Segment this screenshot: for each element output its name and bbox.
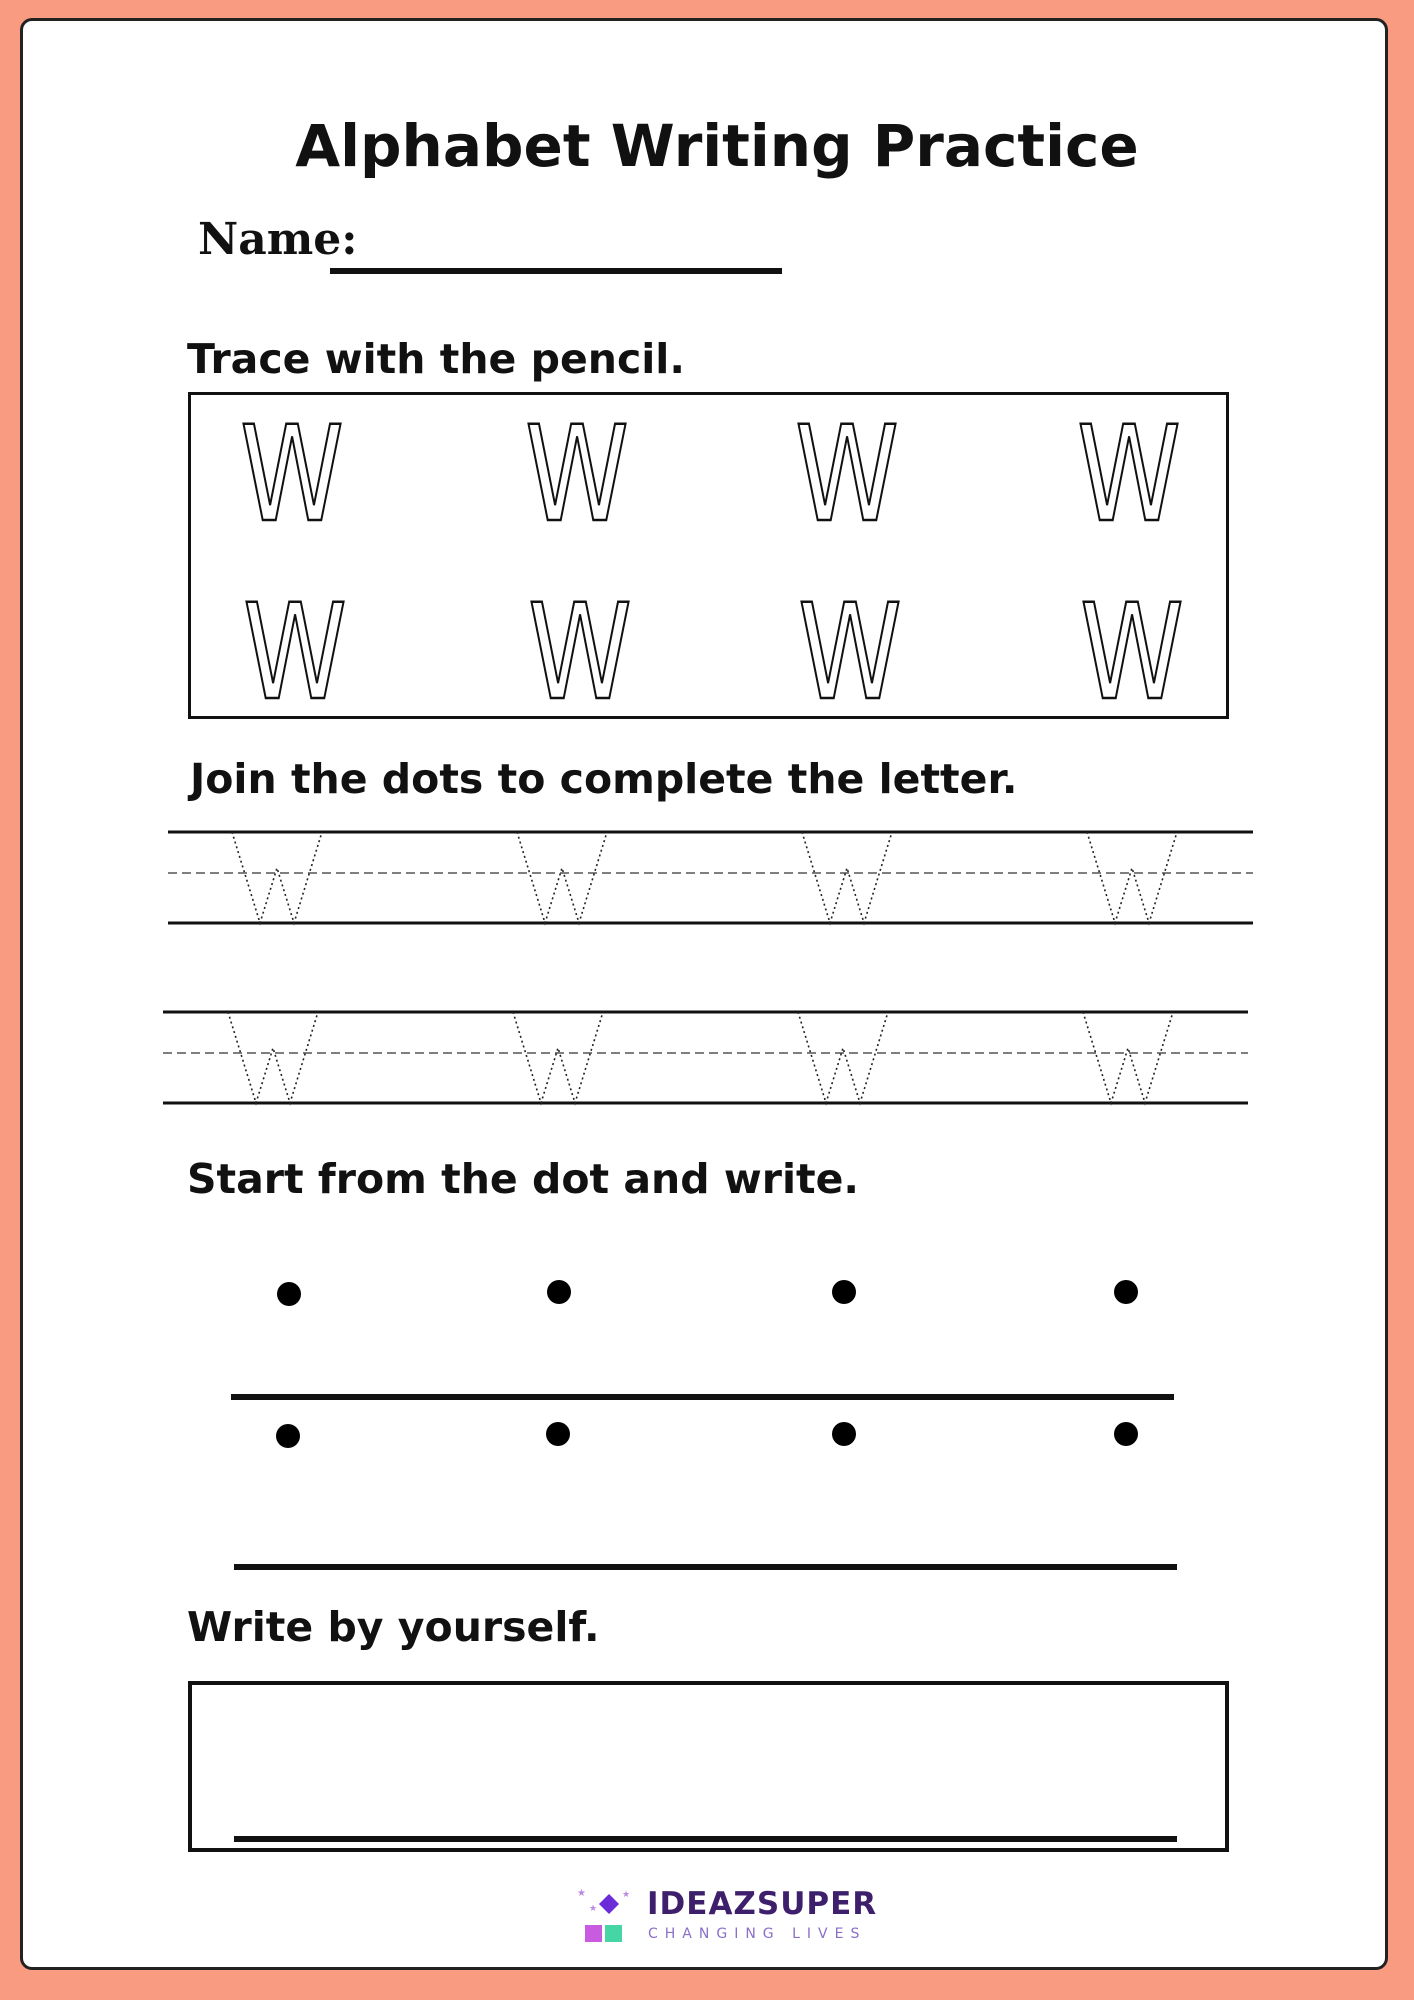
- dotted-letter-row-graphic: [160, 828, 1260, 928]
- dotted-letter-row[interactable]: [160, 828, 1260, 928]
- svg-text:★: ★: [622, 1890, 631, 1900]
- trace-letter-glyph: W: [243, 576, 347, 730]
- dotted-letter-row-graphic: [160, 1008, 1260, 1108]
- trace-letter: [237, 398, 347, 552]
- name-line[interactable]: [330, 268, 782, 274]
- trace-letter-glyph: W: [525, 398, 629, 552]
- logo-tagline: CHANGING LIVES: [648, 1926, 867, 1942]
- ideazsuper-logo: [576, 1886, 896, 1946]
- dotted-letter-row[interactable]: [160, 1008, 1260, 1108]
- worksheet-sheet: [20, 18, 1388, 1970]
- trace-letter-glyph: W: [795, 398, 899, 552]
- trace-letter: [1077, 576, 1187, 730]
- trace-section-title: Trace with the pencil.: [187, 335, 685, 383]
- trace-letter: [522, 398, 632, 552]
- name-label: Name:: [198, 214, 358, 265]
- join-section-title: Join the dots to complete the letter.: [190, 755, 1018, 803]
- trace-letter-glyph: W: [798, 576, 902, 730]
- trace-letter-glyph: W: [528, 576, 632, 730]
- start-dot: [277, 1282, 301, 1306]
- trace-letter-glyph: W: [240, 398, 344, 552]
- writing-line[interactable]: [234, 1564, 1177, 1570]
- start-dot: [1114, 1280, 1138, 1304]
- page-title: Alphabet Writing Practice: [295, 112, 1139, 180]
- trace-letter-glyph: W: [1080, 576, 1184, 730]
- start-dot: [1114, 1422, 1138, 1446]
- start-dot: [832, 1422, 856, 1446]
- svg-text:★: ★: [577, 1888, 586, 1899]
- trace-letter: [240, 576, 350, 730]
- writing-line[interactable]: [231, 1394, 1174, 1400]
- free-write-box[interactable]: [188, 1681, 1229, 1852]
- svg-text:★: ★: [589, 1904, 598, 1914]
- start-section-title: Start from the dot and write.: [187, 1155, 859, 1203]
- logo-mark-icon: [576, 1886, 644, 1946]
- trace-letter: [792, 398, 902, 552]
- start-dot: [832, 1280, 856, 1304]
- trace-letter-glyph: W: [1077, 398, 1181, 552]
- start-dot: [546, 1422, 570, 1446]
- logo-name: IDEAZSUPER: [647, 1886, 878, 1922]
- trace-letter: [525, 576, 635, 730]
- trace-letter: [1074, 398, 1184, 552]
- trace-letter: [795, 576, 905, 730]
- write-section-title: Write by yourself.: [187, 1603, 600, 1651]
- writing-line[interactable]: [234, 1836, 1177, 1842]
- start-dot: [276, 1424, 300, 1448]
- start-dot: [547, 1280, 571, 1304]
